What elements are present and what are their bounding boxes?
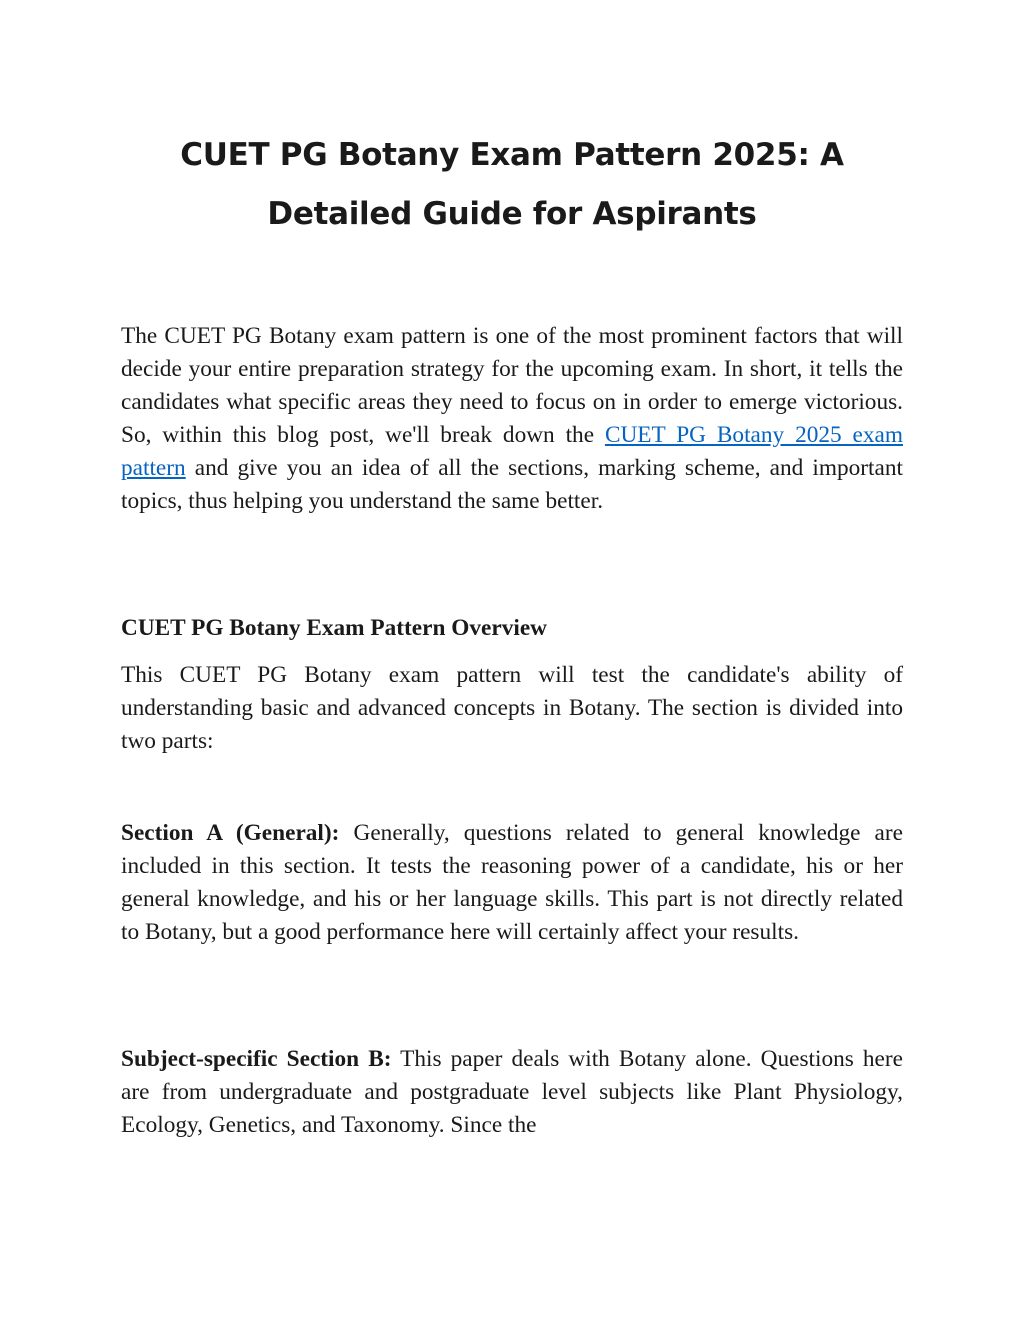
section-b-paragraph (121, 1043, 903, 1142)
section-a-text: Generally, questions related to general knowledge are included in this section. It tests the reasoning power of a candidate, his or her general knowledge, and his or her language skills. This part is not directly related to Botany, but a good performance here will certainly affect your results. (121, 820, 903, 945)
overview-paragraph: This CUET PG Botany exam pattern will test the candidate's ability of understanding basic and advanced concepts in Botany. The section is divided into two parts: (121, 662, 903, 754)
document-title: CUET PG Botany Exam Pattern 2025: A Detailed Guide for Aspirants (180, 137, 844, 232)
intro-text-before-link: The CUET PG Botany exam pattern is one of the most prominent factors that will decide your entire preparation strategy for the upcoming exam. In short, it tells the candidates what specific areas they need to focus on in order to emerge victorious. So, within this blog post, we'll break down the (121, 323, 903, 448)
section-b-label: Subject-specific Section B: (121, 1046, 392, 1072)
section-a-paragraph (121, 817, 903, 949)
overview-heading: CUET PG Botany Exam Pattern Overview (121, 615, 547, 641)
exam-pattern-link[interactable]: CUET PG Botany 2025 exam pattern (121, 422, 903, 481)
intro-text-after-link: and give you an idea of all the sections, marking scheme, and important topics, thus helping you understand the same better. (121, 455, 903, 514)
section-b-text: This paper deals with Botany alone. Questions here are from undergraduate and postgraduate level subjects like Plant Physiology, Ecology, Genetics, and Taxonomy. Since the (121, 1046, 903, 1138)
intro-paragraph (121, 320, 903, 518)
section-a-label: Section A (General): (121, 820, 340, 846)
